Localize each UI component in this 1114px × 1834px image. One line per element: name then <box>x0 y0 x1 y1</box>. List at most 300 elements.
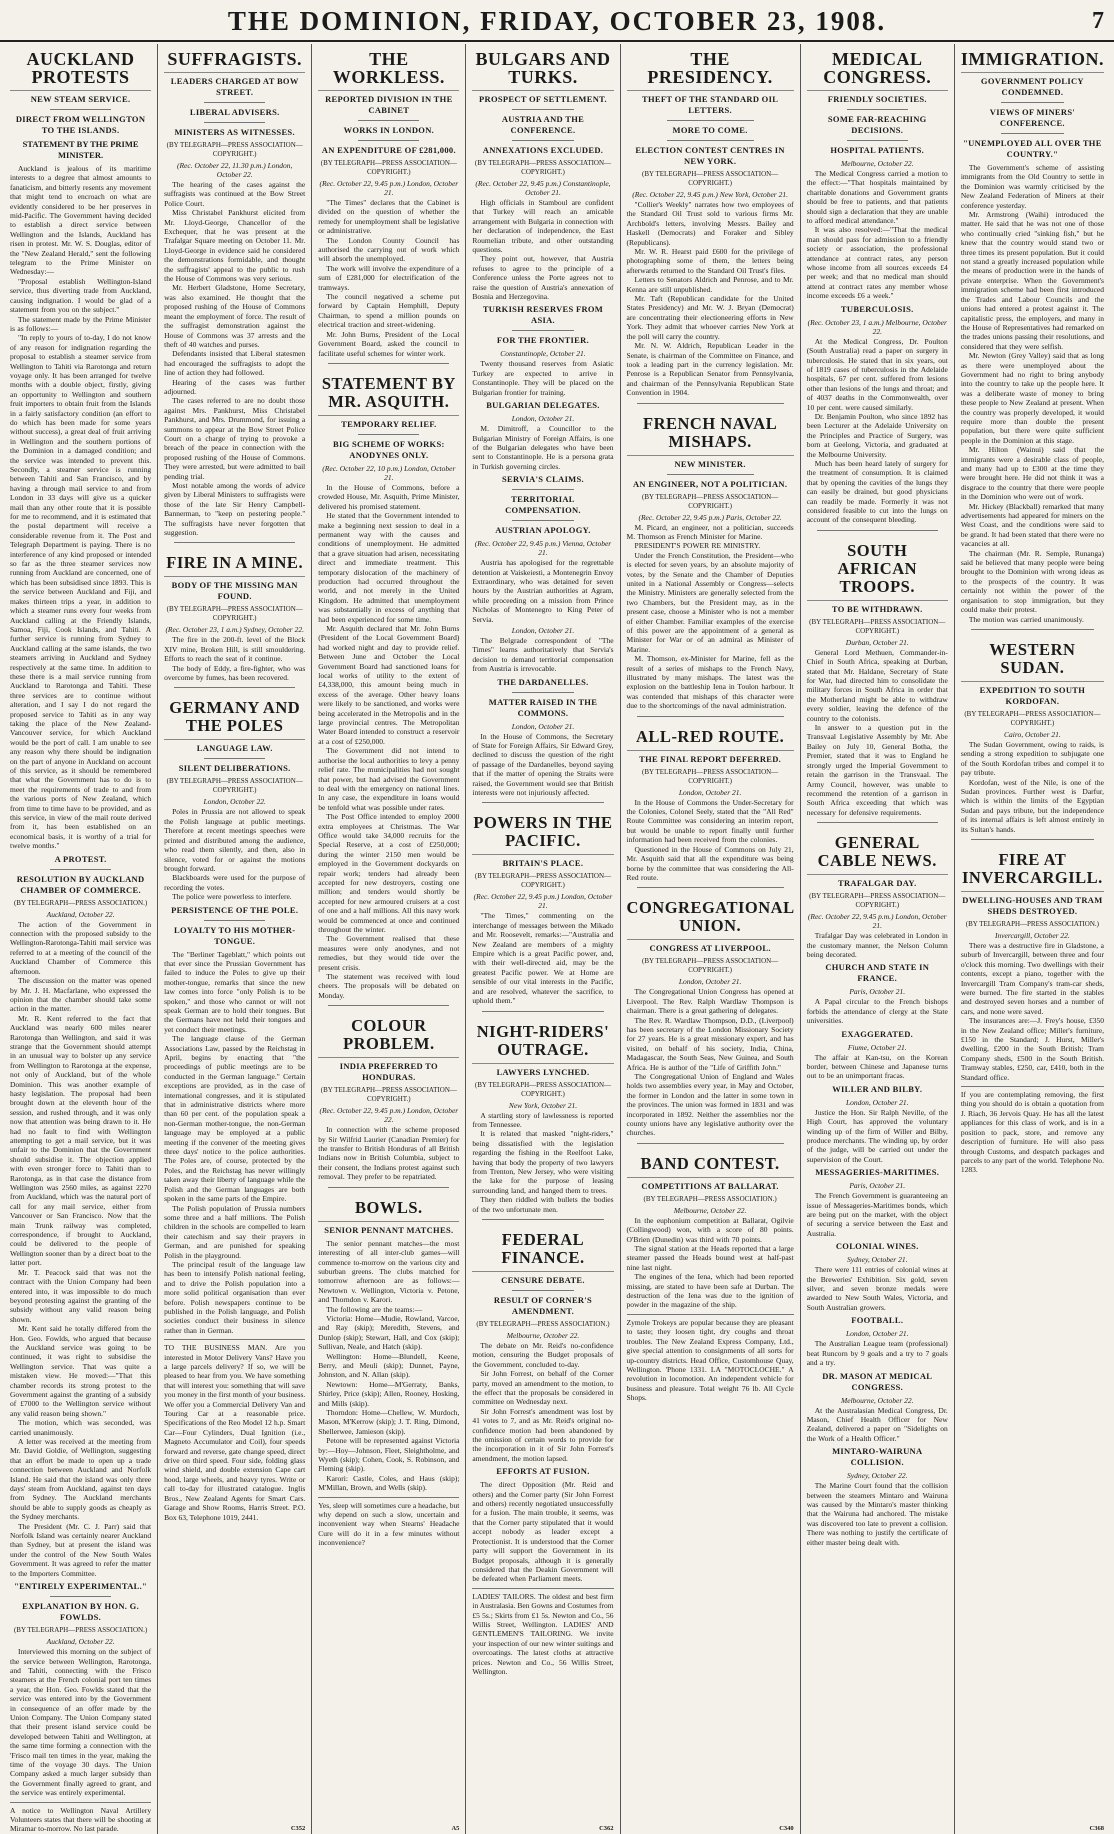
paragraph: Defendants insisted that Liberal statesmen had encouraged the suffragists to adopt the line of action they had followed. <box>164 349 306 378</box>
article-section <box>807 822 948 959</box>
paragraph: Most notable among the words of advice given by Liberal Ministers to suffragists were those of the late Sir Henry Campbell-Bannerman, to "keep on pestering people." The suffragists have never forgotten that suggestion. <box>164 481 306 538</box>
column-2 <box>158 44 312 1834</box>
wire-credit: (BY TELEGRAPH—PRESS ASSOCIATION—COPYRIGHT.) <box>320 159 457 176</box>
sub-headline: BRITAIN'S PLACE. <box>502 858 584 869</box>
divider-rule <box>512 520 573 521</box>
masthead-title: THE DOMINION, FRIDAY, OCTOBER 23, 1908. <box>227 6 887 36</box>
divider-rule <box>204 122 265 123</box>
sub-headline: MATTER RAISED IN THE COMMONS. <box>488 696 598 718</box>
divider-rule <box>971 629 1094 630</box>
paragraph: Mr. Newton (Grey Valley) said that as long as there were unemployed about the Government had no right to bring anybody into the country to take up the people here. It was a deliberate waste of money to bring these people to New Zealand at present. When the country was properly developed, it would require more than double the present population, but there were quite sufficient people in the Dominion at this stage. <box>960 351 1104 445</box>
paragraph: The "Berliner Tageblatt," which points out that ever since the Prussian Government has failed to induce the Poles to give up their mother-tongue, remarks that since the new law comes into force "only Polish is to be spoken," and those who cannot or will not speak German are to hold their tongues. But the Germans have not held their tongues and yet conduct their meetings. <box>164 949 306 1034</box>
article-section <box>472 1466 613 1583</box>
paragraph: Sir John Forrest's amendment was lost by 41 votes to 7, and as Mr. Reid's original no-confidence motion had been abandoned by the omission of certain words to provide for the incorporation in it of Sir John Forrest's amendment, the motion lapsed. <box>472 1406 614 1463</box>
sub-headline: TUBERCULOSIS. <box>840 303 914 314</box>
sub-headline: WORKS IN LONDON. <box>343 125 435 135</box>
article-headline: BAND CONTEST. <box>627 1149 794 1178</box>
article-section <box>807 530 948 817</box>
article-columns <box>4 44 1110 1834</box>
wire-credit: (BY TELEGRAPH—PRESS ASSOCIATION—COPYRIGHT.) <box>166 777 303 795</box>
paragraph: Under the French Constitution, the President—who is elected for seven years, by an absolute majority of votes, by the Senate and the Chamber of Deputies united in a National Assembly or Congress—selects the Ministry. Ministers are generally selected from the two Chambers, but the President may, as in the present case, choose a Minister who is not a member of either Chamber. Familiar examples of the exercise of this power are the appointment of a general as Minister for War or of an admiral as Minister of Marine. <box>626 550 794 654</box>
sub-headline: LEADERS CHARGED AT BOW STREET. <box>170 76 299 97</box>
dateline: London, October 21. <box>678 977 742 987</box>
article-headline: COLOUR PROBLEM. <box>318 1011 459 1058</box>
sub-headline: "UNEMPLOYED ALL OVER THE COUNTRY." <box>963 138 1102 159</box>
paragraph: The principal result of the language law has been to intensify Polish national feeling, and to drive the Polish population into a more solid political organisation than ever before. Polish newspapers continue to be published in the Polish language, and Polish societies conduct their business in silence rather than in German. <box>164 1259 306 1335</box>
column-1 <box>4 44 158 1834</box>
dateline: Auckland, October 22. <box>46 1637 115 1647</box>
paragraph: High officials in Stamboul are confident that Turkey will reach an amicable arrangement with Bulgaria in connection with her declaration of independence, the East Roumelian tribute, and other outstanding questions. <box>472 198 614 255</box>
dateline: (Rec. October 22, 9.45 p.m.) London, October 21. <box>319 179 459 197</box>
article-headline: FIRE AT INVERCARGILL. <box>961 845 1104 892</box>
divider-rule <box>204 758 265 759</box>
paragraph: "The Times" declares that the Cabinet is divided on the question of whether the remedy for unemployment shall be legislative or administrative. <box>318 198 460 236</box>
sub-headline: DR. MASON AT MEDICAL CONGRESS. <box>822 1370 933 1392</box>
paragraph: The insurances are:—J. Frey's house, £350 in the New Zealand office; Miller's furniture, £150 in the Standard; J. Hurst, Miller's dwelling, £200 in the South British; Tram Company sheds, £500 in the South British. Tramway stables, £250, car, £410, both in the Standard office. <box>960 1016 1104 1082</box>
divider-rule <box>174 687 295 688</box>
divider-rule <box>817 530 938 531</box>
sub-headline: AN ENGINEER, NOT A POLITICIAN. <box>632 478 788 489</box>
divider-rule <box>512 109 573 110</box>
dateline: (Rec. October 23, 1 a.m.) Melbourne, October 22. <box>807 317 947 336</box>
sub-headline: BODY OF THE MISSING MAN FOUND. <box>171 580 298 602</box>
wire-credit: (BY TELEGRAPH—PRESS ASSOCIATION—COPYRIGHT.) <box>166 141 303 158</box>
sub-headline: AN EXPENDITURE OF £281,000. <box>321 145 456 155</box>
wire-credit: (BY TELEGRAPH—PRESS ASSOCIATION—COPYRIGHT.) <box>642 170 779 187</box>
masthead <box>0 0 1114 42</box>
dateline: (Rec. October 22, 11.30 p.m.) London, October 22. <box>176 161 293 179</box>
article-section <box>164 542 305 682</box>
sub-headline: A PROTEST. <box>54 853 107 864</box>
divider-rule <box>971 839 1094 840</box>
paragraph: The engines of the Iena, which had been reported missing, are stated to have been safe at Durban. The destruction of the Iena was due to the ignition of powder in the magazine of the ship. <box>626 1272 794 1310</box>
sub-headline: SERVIA'S CLAIMS. <box>501 474 584 485</box>
wire-credit: (BY TELEGRAPH—PRESS ASSOCIATION.) <box>13 898 148 907</box>
paragraph: Mr. N. W. Aldrich, Republican Leader in the Senate, is chairman of the Committee on Finance, and took a leading part in the currency legislation. Mr. Penrose is a Republican Senator from Pennsylvania, and chairman of the Pennsylvania Republican State Convention in 1904. <box>626 341 794 398</box>
wire-credit: (BY TELEGRAPH—PRESS ASSOCIATION—COPYRIGHT.) <box>474 872 612 890</box>
sub-headline: THE FINAL REPORT DEFERRED. <box>639 753 782 764</box>
advertisement: Yes, sleep will sometimes cure a headache, but why depend on such a slow, uncertain and inconvenient way when Stearns' Headache Cure will do it in a few minutes without inconvenience? <box>318 1497 459 1548</box>
column-4 <box>466 44 620 1834</box>
dateline: London, October 21. <box>678 787 742 797</box>
dateline: Melbourne, October 22. <box>841 1395 914 1405</box>
sub-headline: HOSPITAL PATIENTS. <box>830 145 925 155</box>
ad-reference: C352 <box>290 1824 306 1832</box>
dateline: London, October 21. <box>511 625 575 635</box>
dateline: Fiume, October 21. <box>847 1042 907 1052</box>
divider-rule <box>482 1219 603 1220</box>
column-headline: MEDICAL CONGRESS. <box>807 44 948 91</box>
paragraph: "Collier's Weekly" narrates how two employees of the Standard Oil Trust sold to various firms Mr. Archbold's letters, involving Messrs. Bailey and Haskell (Democrats) and Foraker and Sibley (Republicans). <box>626 200 794 247</box>
sub-headline: TRAFALGAR DAY. <box>837 878 917 889</box>
dateline: (Rec. October 23, 1 a.m.) Sydney, October 22. <box>165 625 304 635</box>
advertisement: LADIES' TAILORS. The oldest and best firm in Australasia. Ben Gowns and Costumes from £5 5s.; Skirts from £1 5s. Newton and Co., 56 Willis Street, Wellington. LADIES' AND GENTLEMEN'S TAILORING. We invite your inspection of our new winter suitings and overcoatings. The latest cloths at attractive prices. Newton and Co., 56 Willis Street, Wellington. <box>472 1588 613 1677</box>
divider-rule <box>1001 102 1064 103</box>
sub-headline: MINTARO-WAIRUNA COLLISION. <box>832 1446 923 1468</box>
paragraph: Thorndon: Home—Chellew, W. Murdoch, Mason, M'Kerrow (skip); J. T. Ring, Dimond, Shellerwee, Jamieson (skip). <box>318 1408 460 1436</box>
column-6 <box>801 44 955 1834</box>
paragraph: The language clause of the German Associations Law, passed by the Reichstag in April, begins by enacting that "the proceedings of public meetings are to be conducted in the German language." Certain exceptions are provided, as in the case of international congresses, and it is stipulated that in administrative districts where more than 60 per cent. of the population speak a non-German mother-tongue, the non-German language may be employed at a public meeting if the convener of the meeting gives three days' notice to the police authorities. The Poles are, of course, protected by the Poles, and the Reichstag has never willingly taken away their liberty of language while the Polish and the German languages are both spoken in the same parts of the Empire. <box>164 1034 306 1204</box>
paragraph: Interviewed this morning on the subject of the service between Wellington, Rarotonga, and Tahiti, connecting with the Frisco steamers at the French colonial port ten times a year, the Hon. Geo. Fowlds stated that the service was entered into by the Government in consequence of an offer made by the Union Company. The Union Company stated that their present island service could be developed between Tahiti and Wellington, at the same time forming a connection with the 'Frisco mail ten times in the year, making the time of the voyage 30 days. The Union Company asked a much larger subsidy than the Government finally agreed to grant, and the service was entirely experimental. <box>10 1647 152 1798</box>
divider-rule <box>847 109 908 110</box>
paragraph: Austria has apologised for the regrettable detention at Vaiskeiesti, a Montenegrin Envoy Extraordinary, who was detained for seven hours by the Austrian authorities at Agram, while proceeding on a mission from Prince Nicholas of Montenegro to King Peter of Servia. <box>472 558 614 624</box>
article-section <box>807 94 948 301</box>
paragraph: A letter was received at the meeting from Mr. David Goldie, of Wellington, suggesting that an effort be made to open up a trade connection between Auckland and Norfolk Island. He said that the island was only three days' steam from Auckland, against ten days from Sydney. The Auckland merchants should be able to supply goods as cheaply as the Sydney merchants. <box>10 1437 152 1522</box>
paragraph: A Papal circular to the French bishops forbids the attendance of clergy at the State universities. <box>806 997 948 1026</box>
paragraph: The signal station at the Heads reported that a large steamer passed the Heads bound west at half-past nine last night. <box>626 1244 794 1272</box>
advertisement: TO THE BUSINESS MAN. Are you interested in Motor Delivery Vans? Have you a large parcels delivery? If so, we will be pleased to hear from you. We have something that will interest you: something that will save you money in the first month of your business. We offer you a Commercial Delivery Van and Touring Car at a reasonable price. Specifications of the Reo Model 12 h.p. Smart Car—Four Cylinders, Dual Ignition (i.e., Magneto Accumulator and Coil), four speeds forward and reverse, gate change speed, direct drive on third speed. Four side, folding glass wind shield, and double extension Cape cart hood, large wheels, and heavy tyres. Write or call to-day for illustrated catalogue. Inglis Bros., New Zealand Agents for Smart Cars. Garage and Show Rooms, Harris Street. P.O. Box 63, Telephone 1019, 2441. <box>164 1339 305 1522</box>
paragraph: Kordofan, west of the Nile, is one of the Sudan provinces. Further west is Darfur, which is within the limits of the Egyptian Sudan and pays tribute, but the independence of its internal affairs is left almost entirely in its Sultan's hands. <box>960 777 1104 834</box>
paragraph: The following are the teams:— <box>326 1304 422 1314</box>
wire-credit: (BY TELEGRAPH—PRESS ASSOCIATION—COPYRIGHT.) <box>964 709 1101 727</box>
article-headline: POWERS IN THE PACIFIC. <box>472 808 613 855</box>
divider-rule <box>328 1005 449 1006</box>
paragraph: M. Thomson, ex-Minister for Marine, fell as the result of a series of mishaps to the French Navy, illustrated by many mishaps. The latest was the explosion on the battleship Iena in Toulon harbour. It was contended that mishaps of this character were due to the shortcomings of the naval administration. <box>626 654 794 711</box>
paragraph: At the Australasian Medical Congress, Dr. Mason, Chief Health Officer for New Zealand, delivered a paper on "Sidelights on the Work of a Health Officer." <box>806 1405 948 1443</box>
dateline: Constantinople, October 21. <box>500 349 586 359</box>
divider-rule <box>50 109 111 110</box>
dateline: (Rec. October 22, 9.45 p.m.) Paris, October 22. <box>638 512 782 522</box>
sub-headline: NEW STEAM SERVICE. <box>30 94 131 104</box>
sub-headline: TERRITORIAL COMPENSATION. <box>505 494 581 516</box>
divider-rule <box>512 140 573 141</box>
article-section <box>807 1167 948 1238</box>
divider-rule <box>847 140 908 141</box>
paragraph: Mr. R. Kent referred to the fact that Auckland was nearly 600 miles nearer Rarotonga than Wellington, and said it was strange that the Government should attempt in an unusual way to bolster up any service from Wellington to Rarotonga at the expense, not only of Auckland, but of the whole Dominion. This was another example of hasty legislation. The proposal had been brought down at the eleventh hour of the session, and rushed through, and it was only now that attention was being drawn to it. He had no fault to find with Wellington attempting to get a mail service, but it was unfair to the Dominion that the Government should subsidise it. The objection applied with even stronger force to Tahiti than to Rarotonga, as in that case the distance from Wellington was 2560 miles, as against 2270 from Auckland, which was the natural port of call for any mail service, either from Vancouver or San Francisco. Now that the main Trunk railway was completed, correspondence, if brought to Auckland, could be delivered to the people of Wellington sooner than by a direct boat to the latter port. <box>10 1013 152 1268</box>
dateline: (Rec. October 22, 9.45 p.m.) New York, October 21. <box>632 190 788 199</box>
article-section <box>318 1187 459 1493</box>
paragraph: The Government realised that these measures were only anodynes, and not remedies, but they would tide over the present crisis. <box>318 934 460 972</box>
paragraph: The Sudan Government, owing to raids, is sending a strong expedition to subjugate one of the South Kordofan tribes and compel it to pay tribute. <box>960 739 1104 778</box>
paragraph: Newtown: Home—M'Gerraty, Banks, Shirley, Price (skip); Allen, Rooney, Hosking, and Mills (skip). <box>318 1379 460 1408</box>
dateline: (Rec. October 22, 9.45 p.m.) Constantinople, October 21. <box>475 179 611 197</box>
sub-headline: COMPETITIONS AT BALLARAT. <box>641 1180 779 1191</box>
paragraph: Mr. Asquith declared that Mr. John Burns (President of the Local Government Board) had worked night and day to provide relief. Between June and October the Local Government Board had sanctioned loans for local works of utility to the extent of £4,338,000, this amount being much in excess of the average. Other heavy loans were likely to be sanctioned, and works were being accelerated in the Metropolis and in the large provincial centres. The Metropolitan Water Board intended to construct a reservoir at a cost of £250,000. <box>318 624 460 746</box>
article-headline: WESTERN SUDAN. <box>961 635 1104 682</box>
article-headline: SOUTH AFRICAN TROOPS. <box>807 536 948 601</box>
article-section <box>627 1143 794 1310</box>
sub-headline: LANGUAGE LAW. <box>196 743 273 754</box>
paragraph: The motion, which was seconded, was carried unanimously. <box>10 1418 152 1437</box>
paragraph: Dr. Benjamin Poulton, who since 1892 has been Lecturer at the Adelaide University on the Principles and Practice of Surgery, was born at Geelong, Victoria, and graduated at the Melbourne University. <box>806 411 948 459</box>
paragraph: The Australian League team (professional) beat Runcorn by 9 goals and a try to 7 goals and a try. <box>806 1339 948 1368</box>
divider-rule <box>637 403 784 404</box>
paragraph: The Medical Congress carried a motion to the effect:—"That hospitals maintained by charitable donations and Government grants should be free to patients, and that patients should sign a declaration that they are unable to afford medical attendance." <box>806 169 948 226</box>
article-section <box>472 400 613 471</box>
article-headline: ALL-RED ROUTE. <box>627 722 794 751</box>
article-headline: FEDERAL FINANCE. <box>472 1225 613 1272</box>
sub-headline: FOOTBALL. <box>851 1315 904 1326</box>
sub-headline: SENIOR PENNANT MATCHES. <box>324 1224 454 1235</box>
article-section <box>627 716 794 883</box>
ad-reference: A5 <box>451 1824 460 1832</box>
paragraph: Mr. Taft (Republican candidate for the United States Presidency) and Mr. W. J. Bryan (Democrat) are concentrating their electioneering efforts in New York. They admit that whoever carries New York at the poll will carry the country. <box>626 294 794 341</box>
divider-rule <box>204 102 265 103</box>
paragraph: A startling story of lawlessness is reported from Tennessee. <box>472 1110 614 1129</box>
paragraph: PRESIDENT'S POWER RE MINISTRY. <box>634 541 761 551</box>
paragraph: Mr. Herbert Gladstone, Home Secretary, was also examined. He thought that the proposed rushing of the House of Commons meant the employment of force. The result of the suffragist demonstration against the House of Commons was 37 arrests and the theft of 40 watches and purses. <box>164 283 306 349</box>
sub-headline: CENSURE DEBATE. <box>501 1274 585 1285</box>
sub-headline: WILLER AND BILBY. <box>832 1083 923 1094</box>
paragraph: The statement was received with loud cheers. The proposals will be debated on Monday. <box>318 972 460 1000</box>
sub-headline: INDIA PREFERRED TO HONDURAS. <box>339 1061 438 1083</box>
article-section <box>472 304 613 397</box>
article-headline: FRENCH NAVAL MISHAPS. <box>627 409 794 456</box>
column-headline: BULGARS AND TURKS. <box>472 44 613 91</box>
article-section <box>10 1581 151 1798</box>
wire-credit: (BY TELEGRAPH—PRESS ASSOCIATION—COPYRIGHT.) <box>474 1080 612 1098</box>
wire-credit: (BY TELEGRAPH—PRESS ASSOCIATION—COPYRIGHT.) <box>809 617 946 635</box>
advertisement: Zymole Trokeys are popular because they are pleasant to taste; they loosen tight, dry coughs and throat troubles. The New Zealand Express Company, Ltd., give special attention to consignments of all sorts for up-country districts. Head Office, Customhouse Quay, Wellington. 'Phone 1331. LA "MOTOCLOCHE." A revolution in locomotion. An independent vehicle for business and pleasure. Total weight 76 lb. All Cycle Shops. <box>627 1314 794 1403</box>
column-headline: THE WORKLESS. <box>318 44 459 91</box>
paragraph: "In reply to yours of to-day, I do not know of any reason for indignation regarding the proposal to establish a steamer service from Wellington to Tahiti via Rarotonga and return voyage only. It has been arranged for twelve months with a double object, firstly, giving an opportunity to Wellington and southern fruit importers to obtain fruit from the Islands in a fairly satisfactory condition (an effort to do which has been made for some years without success), a great deal of fruit arriving in Wellington and the southern portions of the Dominion in a damaged condition; and the service was intended to prevent this. Secondly, a steamer service is running between Tahiti and San Francisco, and by having a through mail service to and from London in 33 days will give us a quicker mail than any other route that it is possible for me to recommend, and it is estimated that the postal department will receive a considerable revenue from it. The Post and Telegraph Department is paying. There is no interference of any kind proposed or intended so far as the three steamer services now running from Auckland are concerned, one of which has been subsidised since 1893. This is the service between Auckland and Fiji, and makes thirteen trips a year, in addition to which a steamer runs every four weeks from Auckland calling at the Friendly Islands, Samoa, Fiji, Cook Islands, and Tahiti. A further service is running from Sydney to Auckland calling at the same islands, the two steamers arriving in Auckland and Sydney respectively at the same time. In addition to these there is a mail service running from Auckland to Rarotonga and Tahiti. These three services are to continue without alteration, and I say I do not regard the proposed service to Tahiti as in any way taking the place of the New Zealand-Vancouver service, for which Auckland would be the port of call. I am unable to see any reason why there should be indignation on the part of anyone in Auckland on account of this service, as it should be remembered that what the Government has to do is to meet the requirements of trade to and from the various ports of New Zealand, which from time to time have to be provided, and as this service, in view of the mail route derived from it, has been established on an economical basis, it is worthy of a trial for twelve months." <box>10 333 152 851</box>
divider-rule <box>358 140 419 141</box>
sub-headline: EFFORTS AT FUSION. <box>496 1466 590 1477</box>
sub-headline: RESOLUTION BY AUCKLAND CHAMBER OF COMMERCE. <box>16 873 145 895</box>
article-section <box>472 677 613 798</box>
sub-headline: LIBERAL ADVISERS. <box>189 107 280 117</box>
article-section <box>472 1011 613 1214</box>
column-headline: THE PRESIDENCY. <box>627 44 794 91</box>
article-section <box>807 1029 948 1081</box>
sub-headline: NEW MINISTER. <box>674 458 746 469</box>
paragraph: The Marine Court found that the collision between the steamers Mintaro and Wairuna was caused by the Mintaro's master thinking that the Wairuna had anchored. The mistake was discovered too late to prevent a collision. There was nothing to justify the certificate of either master being dealt with. <box>806 1481 948 1547</box>
paragraph: Petone will be represented against Victoria by:—Hoy—Johnson, Fleet, Sleightholme, and Wyeth (skip); Cohen, Cook, S. Robinson, and Fleming (skip). <box>318 1436 460 1474</box>
dateline: London, October 21. <box>846 1097 909 1107</box>
divider-rule <box>512 489 573 490</box>
paragraph: M. Dimitroff, a Councillor to the Bulgarian Ministry of Foreign Affairs, is one of the Bulgarian delegates who have been sent to Constantinople. He is a persona grata in Turkish governing circles. <box>472 424 614 471</box>
paragraph: The action of the Government in connection with the proposed subsidy to the Wellington-Rarotonga-Tahiti mail service was referred to at a meeting of the council of the Auckland Chamber of Commerce this afternoon. <box>10 919 152 976</box>
paragraph: The Government's scheme of assisting immigrants from the Old Country to settle in the Dominion was warmly criticised by the New Zealand Federation of Miners at their conference yesterday. <box>960 163 1104 210</box>
paragraph: Karori: Castle, Coles, and Haus (skip); M'Millan, Brown, and Wells (skip). <box>318 1473 460 1493</box>
sub-headline: TO BE WITHDRAWN. <box>831 603 923 614</box>
paragraph: He stated that the Government intended to make a beginning next session to deal in a permanent way with the causes and conditions of unemployment. He admitted that a grave situation had arisen, necessitating direct and immediate treatment. This temporary dislocation of the machinery of production had occurred throughout the world, and not merely in the United Kingdom. He admitted that unemployment was substantially in excess of anything that had been experienced for some time. <box>318 511 460 624</box>
sub-headline: DWELLING-HOUSES AND TRAM SHEDS DESTROYED. <box>962 894 1103 916</box>
dateline: London, October 21. <box>511 721 575 731</box>
paragraph: Mr. Hilton (Wainui) said that the immigrants were a desirable class of people, and many had up to £300 at the time they were brought here. He did not think it was a disgrace to the country that there were people in the Dominion who were out of work. <box>960 445 1104 502</box>
divider-rule <box>204 920 265 921</box>
sub-headline: LOYALTY TO HIS MOTHER-TONGUE. <box>174 924 296 946</box>
sub-headline: THEFT OF THE STANDARD OIL LETTERS. <box>642 94 779 115</box>
paragraph: The council negatived a scheme put forward by Captain Hemphill, Deputy Chairman, to spend a million pounds on electrical traction and street-widening. <box>318 292 460 330</box>
divider-rule <box>637 1143 784 1144</box>
advertisement: A notice to Wellington Naval Artillery Volunteers states that there will be shooting at Miramar to-morrow. No last parade. <box>10 1802 151 1834</box>
sub-headline: AUSTRIAN APOLOGY. <box>495 525 591 536</box>
paragraph: Justice the Hon. Sir Ralph Neville, of the High Court, has approved the voluntary winding up of the firm of Willer and Bilby, produce merchants. The winding up, by order of the judge, will be carried out under the supervision of the Court. <box>806 1107 948 1164</box>
sub-headline: ELECTION CONTEST CENTRES IN NEW YORK. <box>635 145 785 166</box>
article-section <box>318 1005 459 1181</box>
sub-headline: MESSAGERIES-MARITIMES. <box>815 1167 940 1178</box>
sub-headline: FOR THE FRONTIER. <box>496 335 590 346</box>
article-headline: GENERAL CABLE NEWS. <box>807 828 948 875</box>
dateline: (Rec. October 22, 10 p.m.) London, October 21. <box>322 463 456 482</box>
paragraph: Wellington: Home—Blundell, Keene, Berry, and Meuli (skip); Dunnet, Payne, Johnston, and N. Allan (skip). <box>318 1351 460 1380</box>
paragraph: Mr. W. R. Hearst paid £600 for the privilege of photographing some of them, the letters being afterwards returned to the Standard Oil Trust's files. <box>626 247 794 275</box>
divider-rule <box>512 330 573 331</box>
dateline: New York, October 21. <box>508 1100 578 1110</box>
column-headline: AUCKLAND PROTESTS <box>10 44 151 91</box>
article-section <box>164 76 305 537</box>
advertisement: If you are contemplating removing, the first thing you should do is obtain a quotation from J. Riach, 36 Jervois Quay. He has all the latest appliances for this class of work, and is in a position to pack, store, and remove any description of furniture. He will also pass through Customs, and despatch packages and parcels to any part of the world. Telephone No. 1283. <box>961 1086 1104 1175</box>
paragraph: The direct Opposition (Mr. Reid and others) and the Corner party (Sir John Forrest and others) recently negotiated unsuccessfully for a fusion. The main trouble, it seems, was that the Corner party stipulated that it would accept nobody as leader except a Protectionist. It is understood that the Corner party will support the Government in its Budget proposals, although it is generally considered that the Deakin Government will be defeated when Parliament meets. <box>472 1480 614 1584</box>
article-section <box>627 403 794 711</box>
article-section <box>627 887 794 1138</box>
article-section <box>627 94 794 398</box>
sub-headline: BULGARIAN DELEGATES. <box>486 400 600 411</box>
sub-headline: ANNEXATIONS EXCLUDED. <box>482 145 604 155</box>
column-7 <box>955 44 1110 1834</box>
paragraph: Mr. Kent said he totally differed from the Hon. Geo. Fowlds, who argued that because the Auckland service was going to be continued, it was right to subsidise the Wellington service. That was quite a mistaken view. He moved:—"That this chamber records its strong protest to the Government against the granting of a subsidy of £7000 to the Wellington service without any valid reason being shown." <box>10 1324 152 1418</box>
dateline: (Rec. October 22, 9.45 p.m.) London, October 22. <box>319 1106 459 1125</box>
divider-rule <box>328 1187 449 1188</box>
sub-headline: COLONIAL WINES. <box>835 1241 919 1252</box>
paragraph: The hearing of the cases against the suffragists was continued at the Bow Street Police Court. <box>164 180 306 208</box>
article-section <box>807 962 948 1025</box>
article-section <box>472 94 613 301</box>
ad-reference: C340 <box>779 1824 794 1832</box>
column-headline: SUFFRAGISTS. <box>164 44 305 73</box>
paragraph: Miss Christabel Pankhurst elicited from Mr. Lloyd-George, Chancellor of the Exchequer, that he was present at the Trafalgar Square meeting on October 11. Mr. Lloyd-George in evidence said he considered the demonstrations formidable, and thought the suffragists' appeal to the public to rush the House of Commons was very serious. <box>164 208 306 284</box>
article-section <box>807 1446 948 1547</box>
sub-headline: THE DARDANELLES. <box>497 676 589 687</box>
sub-headline: RESULT OF CORNER'S AMENDMENT. <box>493 1294 593 1316</box>
paragraph: The debate on Mr. Reid's no-confidence motion, censuring the Budget proposals of the Government, concluded to-day. <box>472 1340 614 1369</box>
dateline: Sydney, October 22. <box>847 1471 908 1481</box>
paragraph: Blackboards were used for the purpose of recording the votes. <box>164 873 306 892</box>
ad-reference: C368 <box>1089 1824 1104 1832</box>
divider-rule <box>328 363 449 364</box>
paragraph: Twenty thousand reserves from Asiatic Turkey are expected to arrive in Constantinople. They will be placed on the Bulgarian frontier for training. <box>472 359 614 397</box>
paragraph: Victoria: Home—Mudie, Rowland, Varcoe, and Ray (skip); Meredith, Stevens, and Dunlop (skip); Stewart, Hall, and Cox (skip); Sullivan, Neale, and Hatch (skip). <box>318 1313 460 1352</box>
paragraph: It is related that masked "night-riders," being dissatisfied with the legislation regarding the fishing in the Reelfoot Lake, having that body the property of two lawyers from Trenton, New Jersey, who were visiting the lake for the purpose of leasing surrounding land, and hanged them to trees. <box>472 1129 614 1195</box>
dateline: (Rec. October 22, 9.45 p.m.) Vienna, October 21. <box>474 539 612 558</box>
divider-rule <box>358 120 419 121</box>
article-section <box>318 363 459 1000</box>
kicker-headline: STATEMENT BY THE PRIME MINISTER. <box>22 139 139 160</box>
paragraph: The cases referred to are no doubt those against Mrs. Pankhurst, Miss Christabel Pankhurst, and Mrs. Drummond, for issuing a summons to appear at the Bow Street Police Court on a charge of trying to provoke a breach of the peace in connection with the proposed rushing of the House of Commons. They were arrested, but were admitted to bail pending trial. <box>164 396 306 481</box>
article-section <box>10 94 151 851</box>
article-section <box>318 94 459 358</box>
dateline: Durban, October 21. <box>845 637 909 647</box>
article-section <box>472 1219 613 1463</box>
paragraph: In the House of Commons, before a crowded House, Mr. Asquith, Prime Minister, delivered his promised statement. <box>318 482 460 511</box>
article-section <box>961 839 1104 1082</box>
paragraph: The Polish population of Prussia numbers some three and a half millions. The Polish children in the schools are compelled to learn their catechism and say their prayers in German, and are punished for speaking Polish in the playground. <box>164 1203 306 1260</box>
paragraph: The Belgrade correspondent of "The Times" learns authoritatively that Servia's decision to demand territorial compensation from Austria is irrevocable. <box>472 635 614 674</box>
sub-headline: PERSISTENCE OF THE POLE. <box>171 904 299 915</box>
article-section <box>807 1241 948 1312</box>
article-headline: CONGREGATIONAL UNION. <box>627 893 794 940</box>
divider-rule <box>1001 133 1064 134</box>
paragraph: They point out, however, that Austria refuses to agree to the principle of a Conference unless the Porte agrees not to raise the question of Austria's annexation of Bosnia and Herzegovina. <box>472 254 614 302</box>
article-section <box>472 474 613 624</box>
paragraph: Poles in Prussia are not allowed to speak the Polish language at public meetings. Therefore at recent meetings speeches were printed and distributed among the audience, who read them silently, and then, also in silence, voted for or against the motions brought forward. <box>164 807 306 873</box>
paragraph: In answer to a question put in the Transvaal Legislative Assembly by Mr. Abe Bailey on July 10, General Botha, the Premier, stated that it was to England he strongly urged the Imperial Government to retain the garrison in the Transvaal. The Army Council, however, was unable to recommend the retention of a garrison in South Africa exceeding that which was necessary for defensive requirements. <box>806 723 948 817</box>
paragraph: Mr. Armstrong (Waihi) introduced the matter. He said that he was not one of those who continually cried "sinking fish," but he knew that the country would stand two or three times its present population. But it could not stand a greatly increased population while the means of production were in the hands of private enterprise. When the Government's immigration scheme had been first introduced the Trades and Labour Councils and the unions had entered a protest against it. The capitalistic press, the employers, and many in the House of Representatives had remarked on the trades unions passing their resolutions, and considered that they were selfish. <box>960 210 1104 351</box>
divider-rule <box>637 887 784 888</box>
divider-rule <box>667 120 754 121</box>
sub-headline: GOVERNMENT POLICY CONDEMNED. <box>980 76 1084 97</box>
paragraph: "The Times," commenting on the interchange of messages between the Mikado and Mr. Roosevelt, remarks:—"Australia and New Zealand are members of a mighty Empire which is a great Pacific power, and, with their well-directed aid, may be the greatest Pacific power. We at Home are sensible of our vital interests in the Pacific, and are resolved, whatever the sacrifice, to uphold them." <box>472 911 614 1006</box>
paragraph: The fire in the 200-ft. level of the Block XIV mine, Broken Hill, is still smouldering. Efforts to reach the seat of it continue. <box>164 635 306 664</box>
column-headline: IMMIGRATION. <box>961 44 1104 73</box>
wire-credit: (BY TELEGRAPH—PRESS ASSOCIATION—COPYRIGHT.) <box>320 1086 457 1104</box>
wire-credit: (BY TELEGRAPH—PRESS ASSOCIATION.) <box>965 919 1099 928</box>
wire-credit: (BY TELEGRAPH—PRESS ASSOCIATION—COPYRIGHT.) <box>642 767 779 785</box>
paragraph: The discussion on the matter was opened by Mr. J. H. Macfarlane, who expressed the opinion that the chamber should take some action in the matter. <box>10 976 152 1014</box>
dateline: Melbourne, October 22. <box>673 1205 747 1215</box>
paragraph: Letters to Senators Aldrich and Penrose, and to Mr. Kenna are still unpublished. <box>626 275 794 294</box>
dateline: (Rec. October 22, 9.45 p.m.) London, October 21. <box>807 912 947 931</box>
wire-credit: (BY TELEGRAPH—PRESS ASSOCIATION—COPYRIGHT.) <box>642 492 779 510</box>
paragraph: At the Medical Congress, Dr. Poulton (South Australia) read a paper on surgery in tuberculosis. He stated that in six years, out of 1819 cases of tuberculosis in the Adelaide hospitals, 67 per cent. suffered from lesions other than lesions of the lungs and throat; and of 4037 deaths in the Commonwealth, over 10 per cent. were caused similarly. <box>806 336 948 412</box>
article-section <box>807 1315 948 1367</box>
column-5 <box>621 44 801 1834</box>
article-section <box>472 802 613 1005</box>
divider-rule <box>512 692 573 693</box>
divider-rule <box>667 140 754 141</box>
paragraph: There was a destructive fire in Gladstone, a suburb of Invercargill, between three and four o'clock this morning. Two dwellings with their contents, except a piano, together with the Invercargill Tram Company's tram-car sheds, were burned. The fire started in the stables and destroyed seven horses and a number of cars, and none were saved. <box>960 940 1104 1016</box>
sub-headline: FRIENDLY SOCIETIES. <box>827 94 927 104</box>
paragraph: Sir John Forrest, on behalf of the Corner party, moved an amendment to the motion, to the effect that the proposals be considered in committee on Wednesday next. <box>472 1369 614 1407</box>
sub-headline: CONGRESS AT LIVERPOOL. <box>649 943 771 954</box>
sub-headline: SOME FAR-REACHING DECISIONS. <box>827 114 927 135</box>
paragraph: Mr. T. Peacock said that was not the contract with the Union Company had been entered into, it was impossible to do much beyond protesting against the granting of the subsidy without any valid reason being shown. <box>10 1267 152 1324</box>
paragraph: The affair at Kan-tsu, on the Korean border, between Chinese and Japanese turns out to be an unimportant fracas. <box>806 1052 948 1081</box>
wire-credit: (BY TELEGRAPH—PRESS ASSOCIATION—COPYRIGHT.) <box>642 957 779 975</box>
article-section <box>807 1084 948 1164</box>
wire-credit: (BY TELEGRAPH—PRESS ASSOCIATION.) <box>13 1626 148 1635</box>
article-headline: GERMANY AND THE POLES <box>164 693 305 740</box>
dateline: (Rec. October 22, 9.45 p.m.) London, October 21. <box>473 892 613 911</box>
divider-rule <box>50 1596 111 1597</box>
dateline: Melbourne, October 22. <box>506 1330 580 1340</box>
paragraph: Mr. John Burns, President of the Local Government Board, asked the council to facilitate useful schemes for winter work. <box>318 329 460 358</box>
paragraph: The police were powerless to interfere. <box>172 892 292 902</box>
divider-rule <box>358 434 419 435</box>
sub-headline: SILENT DELIBERATIONS. <box>178 763 291 774</box>
dateline: London, October 22. <box>203 797 266 807</box>
paragraph: The Congregational Union Congress has opened at Liverpool. The Rev. Ralph Wardlaw Thompson is chairman. There is a great gathering of delegates. <box>626 987 794 1016</box>
dateline: Invercargill, October 22. <box>994 930 1070 940</box>
article-section <box>164 905 305 1336</box>
dateline: Paris, October 21. <box>849 1181 906 1191</box>
paragraph: The Rev. R. Wardlaw Thompson, D.D., (Liverpool) has been secretary of the London Missionary Society for 27 years. He is a great missionary expert, and has visited, on behalf of his society, India, China, Madagascar, the South Seas, New Guinea, and South Africa. He is author of the "Life of Griffith John." <box>626 1015 794 1072</box>
sub-headline: LAWYERS LYNCHED. <box>496 1066 590 1077</box>
sub-headline: TEMPORARY RELIEF. <box>341 418 437 429</box>
sub-headline: VIEWS OF MINERS' CONFERENCE. <box>989 107 1076 128</box>
paragraph: The chairman (Mr. R. Semple, Runanga) said he believed that many people were being brought to the Dominion with wrong ideas as to the prospects of the country. It was certainly not within the power of the organisation to stop immigration, but they could make their protest. <box>960 548 1104 615</box>
paragraph: Mr. Hickey (Blackball) remarked that many advertisements had appeared for miners on the West Coast, and the conditions were said to be grand. It had been stated that there were no vacancies at all. <box>960 501 1104 549</box>
divider-rule <box>50 869 111 870</box>
paragraph: In connection with the scheme proposed by Sir Wilfrid Laurier (Canadian Premier) for the transfer to British Honduras of all British Indians now in British Columbia, subject to their consent, the Indians protest against such removal. They prefer to be repatriated. <box>318 1125 460 1182</box>
paragraph: The President (Mr. C. J. Parr) said that Norfolk Island was certainly nearer Auckland than Sydney, but at present the island was under the control of the New South Wales Government. It was agreed to refer the matter to the Importers Committee. <box>10 1521 152 1578</box>
article-section <box>807 304 948 525</box>
sub-headline: MORE TO COME. <box>672 125 748 135</box>
paragraph: "Proposal establish Wellington-Island service, thus diverting trade from Auckland, causing indignation. I would be glad of a statement from you on the subject." <box>10 276 152 315</box>
divider-rule <box>482 1011 603 1012</box>
paragraph: They then riddled with bullets the bodies of the two unfortunate men. <box>472 1195 614 1214</box>
paragraph: Questioned in the House of Commons on July 21, Mr. Asquith said that all the expenditure was being borne by the committee that was considering the All-Red route. <box>626 844 794 882</box>
article-section <box>961 629 1104 834</box>
wire-credit: (BY TELEGRAPH—PRESS ASSOCIATION.) <box>476 1319 610 1328</box>
wire-credit: (BY TELEGRAPH—PRESS ASSOCIATION—COPYRIGHT.) <box>809 892 946 910</box>
divider-rule <box>512 1290 573 1291</box>
article-headline: FIRE IN A MINE. <box>164 548 305 577</box>
article-section <box>10 854 151 1578</box>
sub-headline: BIG SCHEME OF WORKS: ANODYNES ONLY. <box>333 438 445 460</box>
paragraph: The motion was carried unanimously. <box>968 614 1084 624</box>
